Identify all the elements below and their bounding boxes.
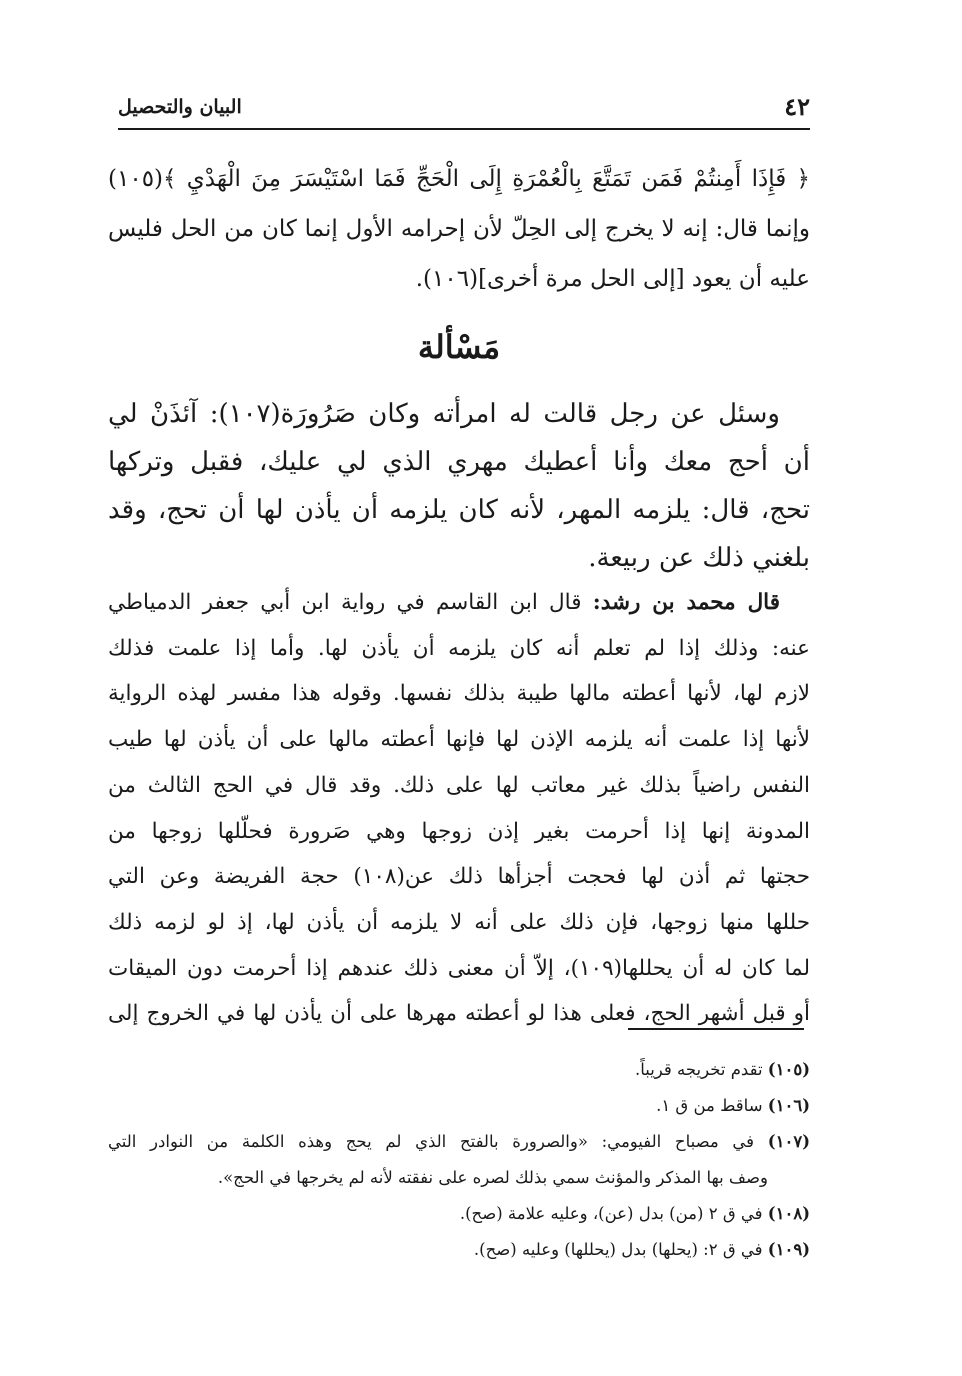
- text-line: المدونة إنها إذا أحرمت بغير إذن زوجها وهي صَرورة فحلّلها زوجها من: [108, 818, 810, 844]
- footnote-number: (١٠٩): [767, 1240, 810, 1259]
- footnote-rule: [628, 1028, 804, 1030]
- header-rule: [118, 128, 810, 130]
- text-line: [108, 580, 810, 626]
- footnote-number: (١٠٧): [767, 1132, 810, 1151]
- page-header: [118, 92, 810, 126]
- footnote: [108, 1124, 810, 1160]
- text-line: أن أحج معك وأنا أعطيك مهري الذي لي عليك، فقبل وتركها: [108, 447, 810, 477]
- footnote-text: في ق ٢ (من) بدل (عن)، وعليه علامة (صح).: [459, 1204, 763, 1223]
- text-line: وإنما قال: إنه لا يخرج إلى الحِلّ لأن إحرامه الأول إنما كان من الحل فليس: [108, 216, 810, 242]
- footnote-continuation: وصف بها المذكر والمؤنث سمي بذلك لصره على نفقته لأنه لم يخرجها في الحج».: [217, 1168, 768, 1187]
- footnote: [108, 1088, 810, 1124]
- text-line: حجتها ثم أذن لها فحجت أجزأها ذلك عن(١٠٨) حجة الفريضة وعن التي: [108, 864, 810, 890]
- text-line: عنه: وذلك إذا لم تعلم أنه كان يلزمه أن يأذن لها. وأما إذا علمت فذلك: [108, 635, 810, 661]
- footnote-text: في ق ٢: (يحلها) بدل (يحللها) وعليه (صح).: [473, 1240, 763, 1259]
- footnote-text: ساقط من ق ١.: [656, 1096, 763, 1115]
- footnotes: [108, 1052, 810, 1268]
- text-line: النفس راضياً بذلك غير معاتب لها على ذلك. وقد قال في الحج الثالث من: [108, 772, 810, 798]
- text-line: لأنها إذا علمت أنه يلزمه الإذن لها فإنها أعطته مالها على أن يأذن لها طيب: [108, 727, 810, 753]
- text-line: حللها منها زوجها، فإن ذلك على أنه لا يلزمه أن يأذن لها، إذ لو لزمه ذلك: [108, 909, 810, 935]
- footnote-number: (١٠٦): [767, 1096, 810, 1115]
- speaker-name: قال محمد بن رشد:: [592, 590, 781, 615]
- text-line: لما كان له أن يحللها(١٠٩)، إلاّ أن معنى ذلك عندهم إذا أحرمت دون الميقات: [108, 955, 810, 981]
- footnote-number: (١٠٥): [767, 1060, 810, 1079]
- section-heading: مَسْألة: [417, 328, 501, 366]
- text-line: وسئل عن رجل قالت له امرأته وكان صَرُورَة(١٠٧): آئذَنْ لي: [108, 399, 780, 429]
- text-span: قال ابن القاسم في رواية ابن أبي جعفر الدمياطي: [108, 590, 582, 615]
- verse-paragraph: [108, 154, 810, 304]
- footnote-text: تقدم تخريجه قريباً.: [634, 1060, 763, 1079]
- answer-paragraph: [108, 580, 810, 1037]
- footnote: [108, 1196, 810, 1232]
- question-paragraph: [108, 390, 810, 582]
- text-line: أو قبل أشهر الحج، فعلى هذا لو أعطته مهرها على أن يأذن لها في الخروج إلى: [108, 1001, 810, 1027]
- text-line: ﴿ فَإِذَا أَمِنتُمْ فَمَن تَمَتَّعَ بِالْعُمْرَةِ إِلَى الْحَجِّ فَمَا اسْتَيْسَرَ مِنَ الْهَدْيِ ﴾(١٠٥): [108, 166, 810, 192]
- text-line: عليه أن يعود [إلى الحل مرة أخرى](١٠٦).: [415, 266, 810, 292]
- footnote: [108, 1052, 810, 1088]
- page-number: ٤٢: [784, 92, 810, 121]
- running-title: البيان والتحصيل: [118, 96, 242, 118]
- footnote: [108, 1232, 810, 1268]
- text-line: بلغني ذلك عن ربيعة.: [588, 543, 810, 573]
- text-line: لازم لها، لأنها أعطته مالها طيبة بذلك نفسها. وقوله هذا مفسر لهذه الرواية: [108, 681, 810, 707]
- footnote-text: في مصباح الفيومي: «والصرورة بالفتح الذي لم يحج وهذه الكلمة من النوادر التي: [108, 1132, 755, 1151]
- text-line: تحج، قال: يلزمه المهر، لأنه كان يلزمه أن يأذن لها أن تحج، وقد: [108, 495, 810, 525]
- footnote-number: (١٠٨): [767, 1204, 810, 1223]
